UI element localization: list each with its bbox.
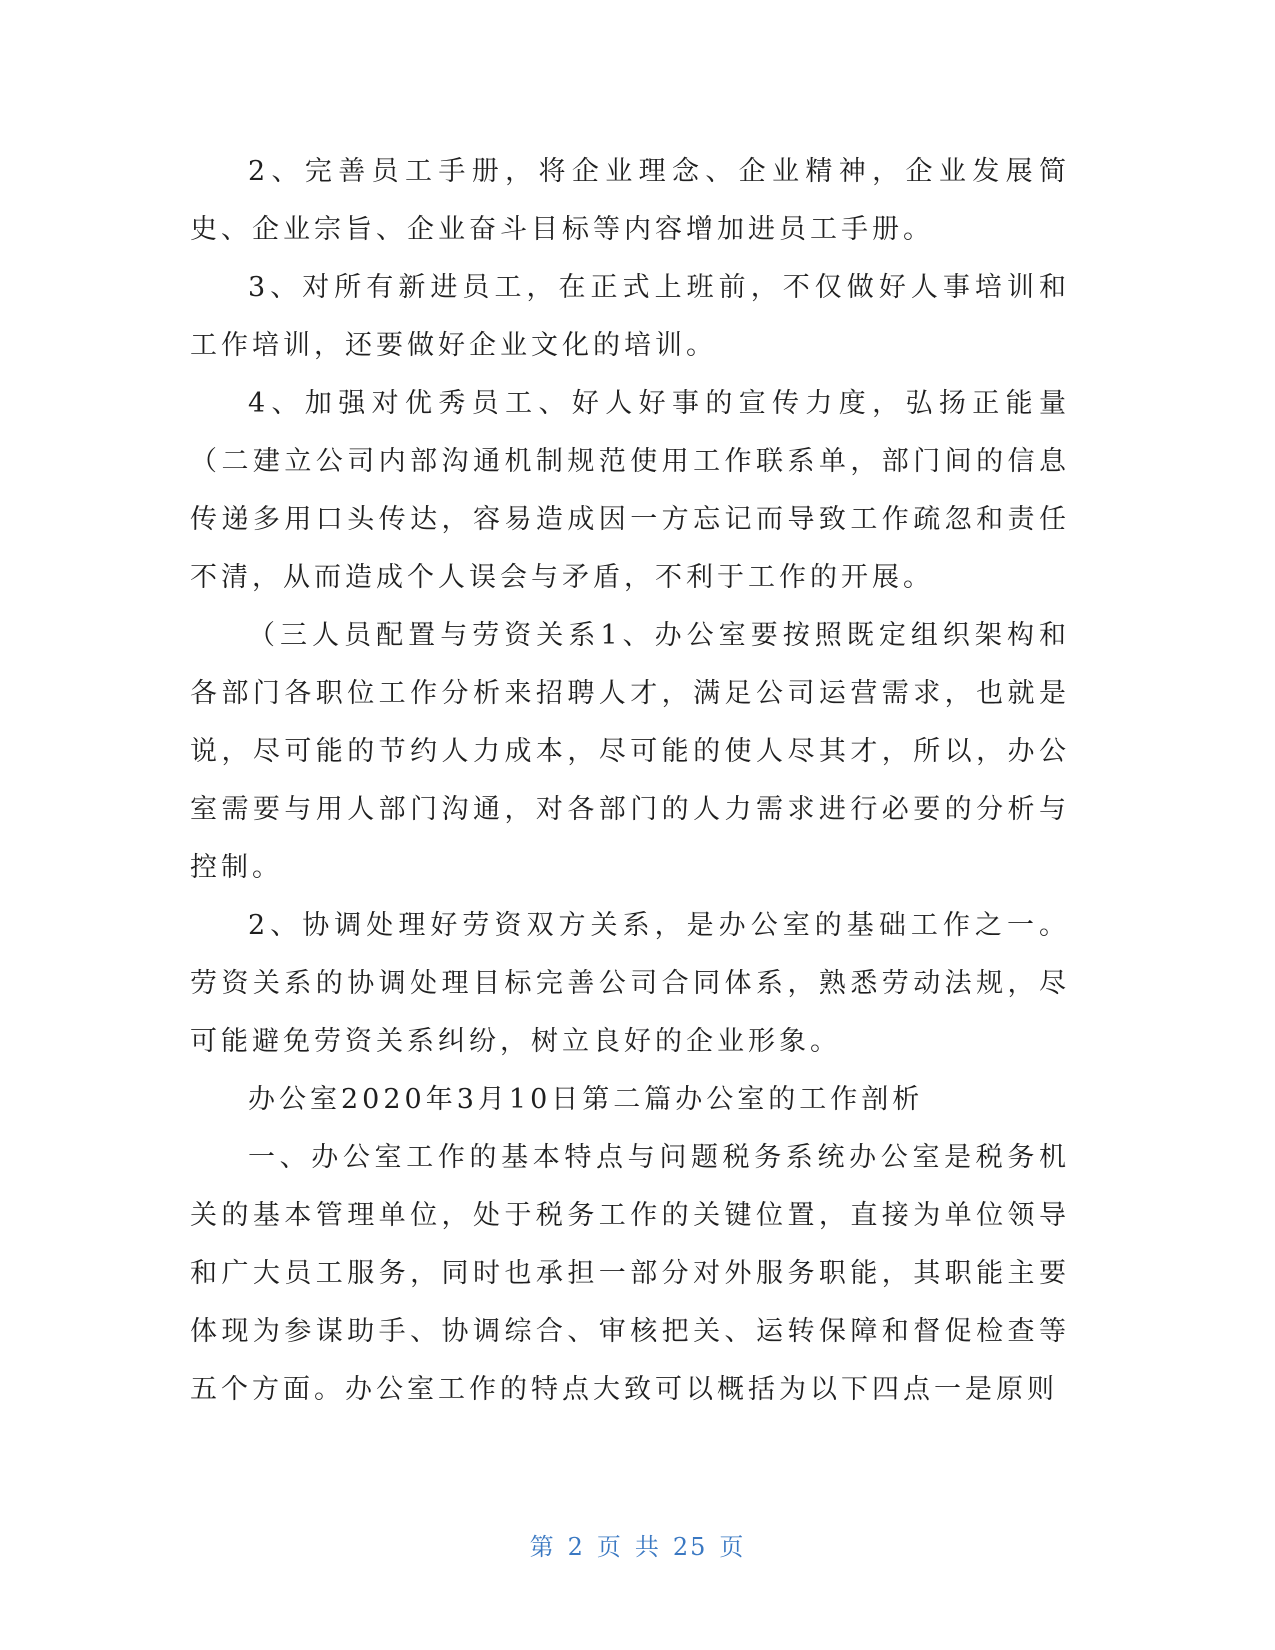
page-footer [0, 1527, 1275, 1562]
paragraph: 4、加强对优秀员工、好人好事的宣传力度，弘扬正能量（二建立公司内部沟通机制规范使用工作联系单，部门间的信息传递多用口头传达，容易造成因一方忘记而导致工作疏忽和责任不清，从而造成个人误会与矛盾，不利于工作的开展。 [190, 388, 1070, 593]
paragraph: （三人员配置与劳资关系1、办公室要按照既定组织架构和各部门各职位工作分析来招聘人才，满足公司运营需求，也就是说，尽可能的节约人力成本，尽可能的使人尽其才，所以，办公室需要与用人部门沟通，对各部门的人力需求进行必要的分析与控制。 [190, 620, 1070, 883]
footer-label-page: 第 [529, 1533, 556, 1561]
footer-label-total-unit: 页 [719, 1533, 746, 1561]
footer-label-total: 共 [634, 1533, 661, 1561]
paragraph: 2、完善员工手册，将企业理念、企业精神，企业发展简史、企业宗旨、企业奋斗目标等内容增加进员工手册。 [190, 156, 1070, 245]
document-body [190, 143, 1070, 1419]
paragraph-title: 办公室2020年3月10日第二篇办公室的工作剖析 [248, 1084, 924, 1115]
footer-current-page: 2 [567, 1533, 585, 1561]
paragraph: 2、协调处理好劳资双方关系，是办公室的基础工作之一。劳资关系的协调处理目标完善公司合同体系，熟悉劳动法规，尽可能避免劳资关系纠纷，树立良好的企业形象。 [190, 910, 1070, 1057]
paragraph: 一、办公室工作的基本特点与问题税务系统办公室是税务机关的基本管理单位，处于税务工作的关键位置，直接为单位领导和广大员工服务，同时也承担一部分对外服务职能，其职能主要体现为参谋助手、协调综合、审核把关、运转保障和督促检查等五个方面。办公室工作的特点大致可以概括为以下四点一是原则 [190, 1142, 1070, 1405]
footer-total-pages: 25 [672, 1533, 708, 1561]
footer-label-page-unit: 页 [596, 1533, 623, 1561]
paragraph: 3、对所有新进员工，在正式上班前，不仅做好人事培训和工作培训，还要做好企业文化的培训。 [190, 272, 1070, 361]
